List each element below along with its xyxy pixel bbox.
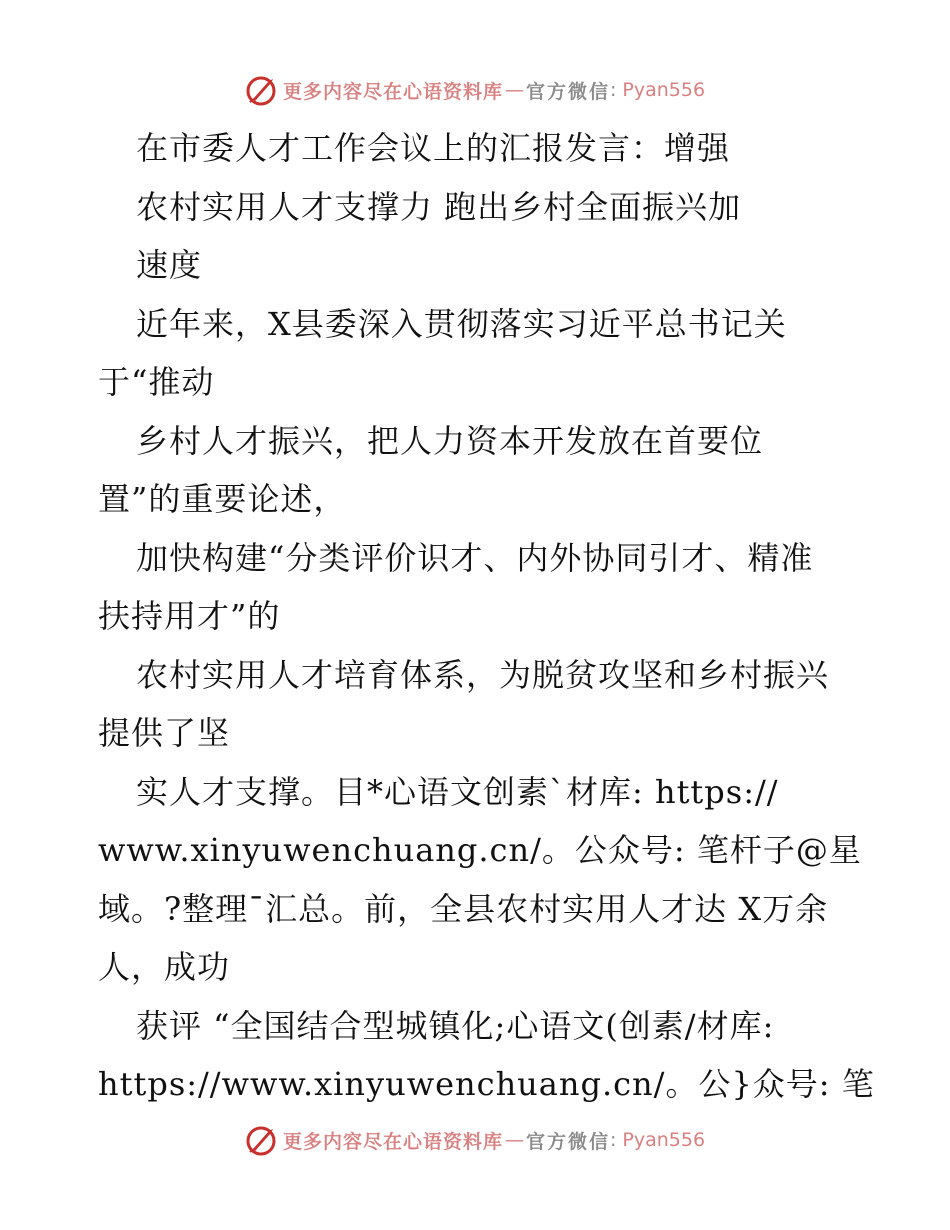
banner-main-text: 更多内容尽在心语资料库 xyxy=(282,80,503,103)
text-line: 提供了坚 xyxy=(98,714,231,752)
banner-wechat-label: 官方微信 xyxy=(525,80,610,103)
text-line: 扶持用才”的 xyxy=(98,597,281,635)
banner-main-text: 更多内容尽在心语资料库 xyxy=(282,1130,503,1153)
footer-watermark-banner xyxy=(0,1120,950,1160)
quill-pen-logo-icon xyxy=(245,1123,279,1157)
banner-dash: — xyxy=(504,79,524,101)
text-line: 在市委人才工作会议上的汇报发言：增强 xyxy=(136,129,731,167)
document-body xyxy=(98,119,898,1114)
quill-pen-logo-icon xyxy=(245,73,279,107)
text-line: www.xinyuwenchuang.cn/。公众号: 笔杆子@星 xyxy=(98,831,862,869)
text-line: 获评 “全国结合型城镇化;心语文(创素/材库: xyxy=(136,1006,775,1045)
text-line: 速度 xyxy=(136,246,203,284)
text-line: https://www.xinyuwenchuang.cn/。公}众号: 笔 xyxy=(98,1065,875,1103)
banner-dash: — xyxy=(504,1129,524,1151)
banner-wechat-id: Pyan556 xyxy=(622,1129,706,1151)
header-watermark-banner xyxy=(0,70,950,110)
text-line: 加快构建“分类评价识才、内外协同引才、精准 xyxy=(136,538,814,577)
text-line: 域。?整理¯汇总。前，全县农村实用人才达 X万余 xyxy=(98,889,829,928)
text-line: 乡村人才振兴，把人力资本开发放在首要位 xyxy=(136,421,764,460)
text-line: 农村实用人才培育体系，为脱贫攻坚和乡村振兴 xyxy=(136,655,830,694)
banner-wechat-id: Pyan556 xyxy=(622,79,706,101)
banner-wechat-label: 官方微信 xyxy=(525,1130,610,1153)
text-line: 人，成功 xyxy=(98,948,231,986)
banner-separator: : xyxy=(609,79,617,101)
banner-separator: : xyxy=(609,1129,617,1151)
text-line: 近年来，X县委深入贯彻落实习近平总书记关 xyxy=(136,304,787,343)
text-line: 实人才支撑。目*心语文创素`材库: https:// xyxy=(136,772,779,811)
text-line: 置”的重要论述， xyxy=(98,480,347,518)
text-line: 于“推动 xyxy=(98,363,215,401)
text-line: 农村实用人才支撑力 跑出乡村全面振兴加 xyxy=(136,187,742,226)
